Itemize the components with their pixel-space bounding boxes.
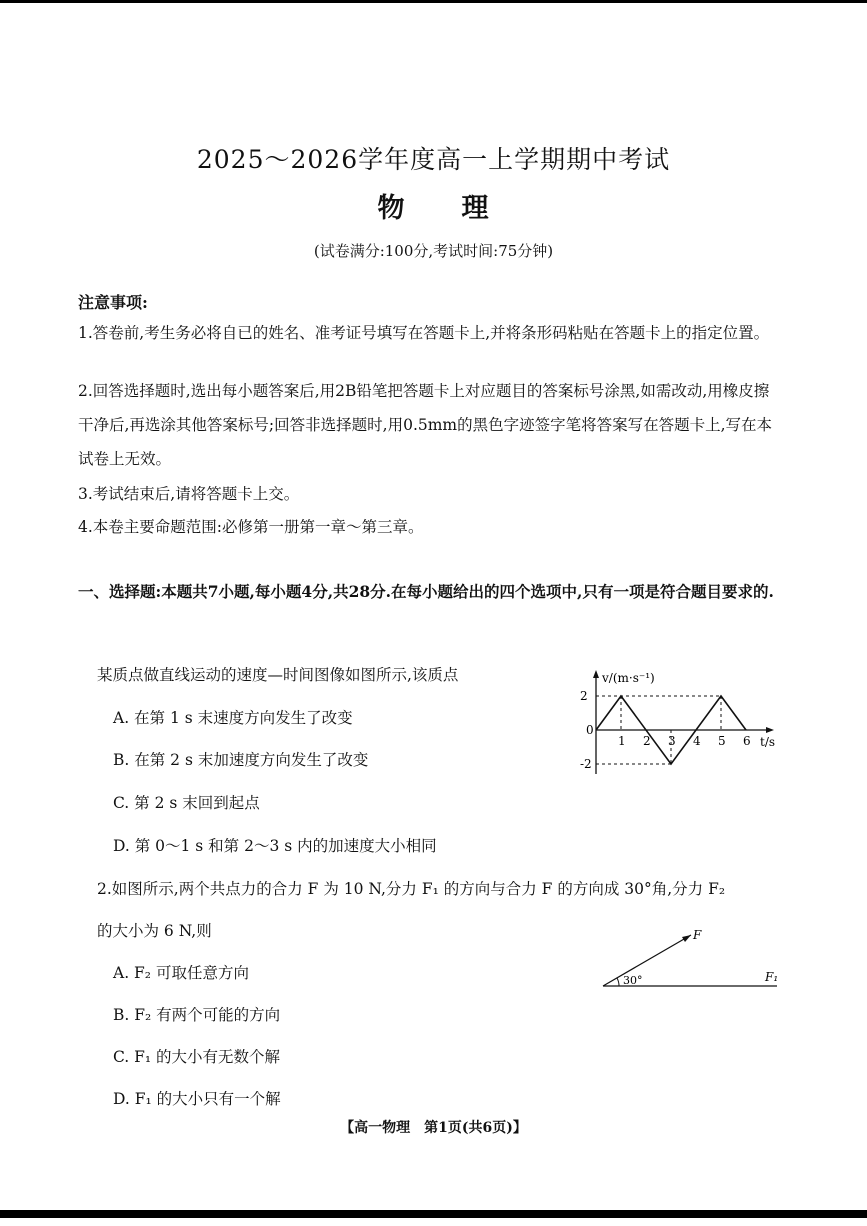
force-angle-label: 30° (623, 974, 643, 987)
q2-option-c: C. F₁ 的大小有无数个解 (113, 1048, 281, 1066)
q2-option-b: B. F₂ 有两个可能的方向 (113, 1006, 281, 1024)
vt-origin-label: 0 (586, 723, 594, 737)
q1-option-d: D. 第 0～1 s 和第 2～3 s 内的加速度大小相同 (113, 837, 437, 855)
vt-x-tick-label: 3 (668, 734, 676, 748)
exam-info: (试卷满分:100分,考试时间:75分钟) (313, 242, 554, 260)
q1-option-b: B. 在第 2 s 末加速度方向发生了改变 (113, 751, 369, 769)
vt-x-tick-label: 6 (743, 734, 751, 748)
section-heading: 一、选择题:本题共7小题,每小题4分,共28分.在每小题给出的四个选项中,只有一项是符合题目要求的. (78, 582, 774, 601)
vt-x-tick-label: 5 (718, 734, 726, 748)
vt-y-arrow (593, 670, 599, 678)
note-item-1: 1.答卷前,考生务必将自已的姓名、准考证号填写在答题卡上,并将条形码粘贴在答题卡上的指定位置。 (78, 324, 770, 342)
subject-char-1: 物 (377, 193, 406, 224)
q1-option-a: A. 在第 1 s 末速度方向发生了改变 (113, 709, 353, 727)
force-f-line (603, 935, 691, 986)
force-f1-label: F₁ (765, 970, 779, 984)
vt-x-tick-label: 2 (643, 734, 651, 748)
vt-x-tick-label: 4 (693, 734, 701, 748)
force-f-label: F (693, 928, 702, 942)
vt-graph (570, 662, 790, 782)
note-item-4: 4.本卷主要命题范围:必修第一册第一章～第三章。 (78, 518, 424, 536)
scan-edge-top (0, 0, 867, 3)
q2-stem-line1: 2.如图所示,两个共点力的合力 F 为 10 N,分力 F₁ 的方向与合力 F 的方向成 30°角,分力 F₂ (97, 880, 726, 898)
q1-stem: 某质点做直线运动的速度—时间图像如图所示,该质点 (97, 666, 459, 684)
vt-x-tick-label: 1 (618, 734, 626, 748)
page-footer: 【高一物理 第1页(共6页)】 (340, 1120, 527, 1136)
vt-x-label: t/s (760, 735, 776, 749)
q2-stem-line2: 的大小为 6 N,则 (97, 922, 212, 940)
note-item-3: 3.考试结束后,请将答题卡上交。 (78, 485, 300, 503)
exam-title: 2025～2026学年度高一上学期期中考试 (196, 145, 671, 174)
vt-y-tick-label: -2 (580, 757, 592, 771)
q1-option-c: C. 第 2 s 末回到起点 (113, 794, 260, 812)
force-figure (595, 925, 785, 995)
subject-title (0, 186, 867, 225)
note-item-2: 2.回答选择题时,选出每小题答案后,用2B铅笔把答题卡上对应题目的答案标号涂黑,如需改动,用橡皮擦干净后,再选涂其他答案标号;回答非选择题时,用0.5mm的黑色字迹签字笔将答案写在答题卡上,写在本试卷上无效。 (78, 382, 773, 468)
notes-heading: 注意事项: (78, 293, 148, 312)
vt-y-tick-label: 2 (580, 689, 588, 703)
vt-y-label: v/(m·s⁻¹) (602, 671, 655, 685)
q2-option-a: A. F₂ 可取任意方向 (113, 964, 249, 982)
q2-option-d: D. F₁ 的大小只有一个解 (113, 1090, 281, 1108)
force-f-arrowhead (682, 935, 691, 942)
force-angle-arc (617, 978, 619, 986)
subject-char-2: 理 (461, 193, 490, 224)
vt-x-arrow (766, 727, 774, 733)
scan-edge-bottom (0, 1210, 867, 1218)
